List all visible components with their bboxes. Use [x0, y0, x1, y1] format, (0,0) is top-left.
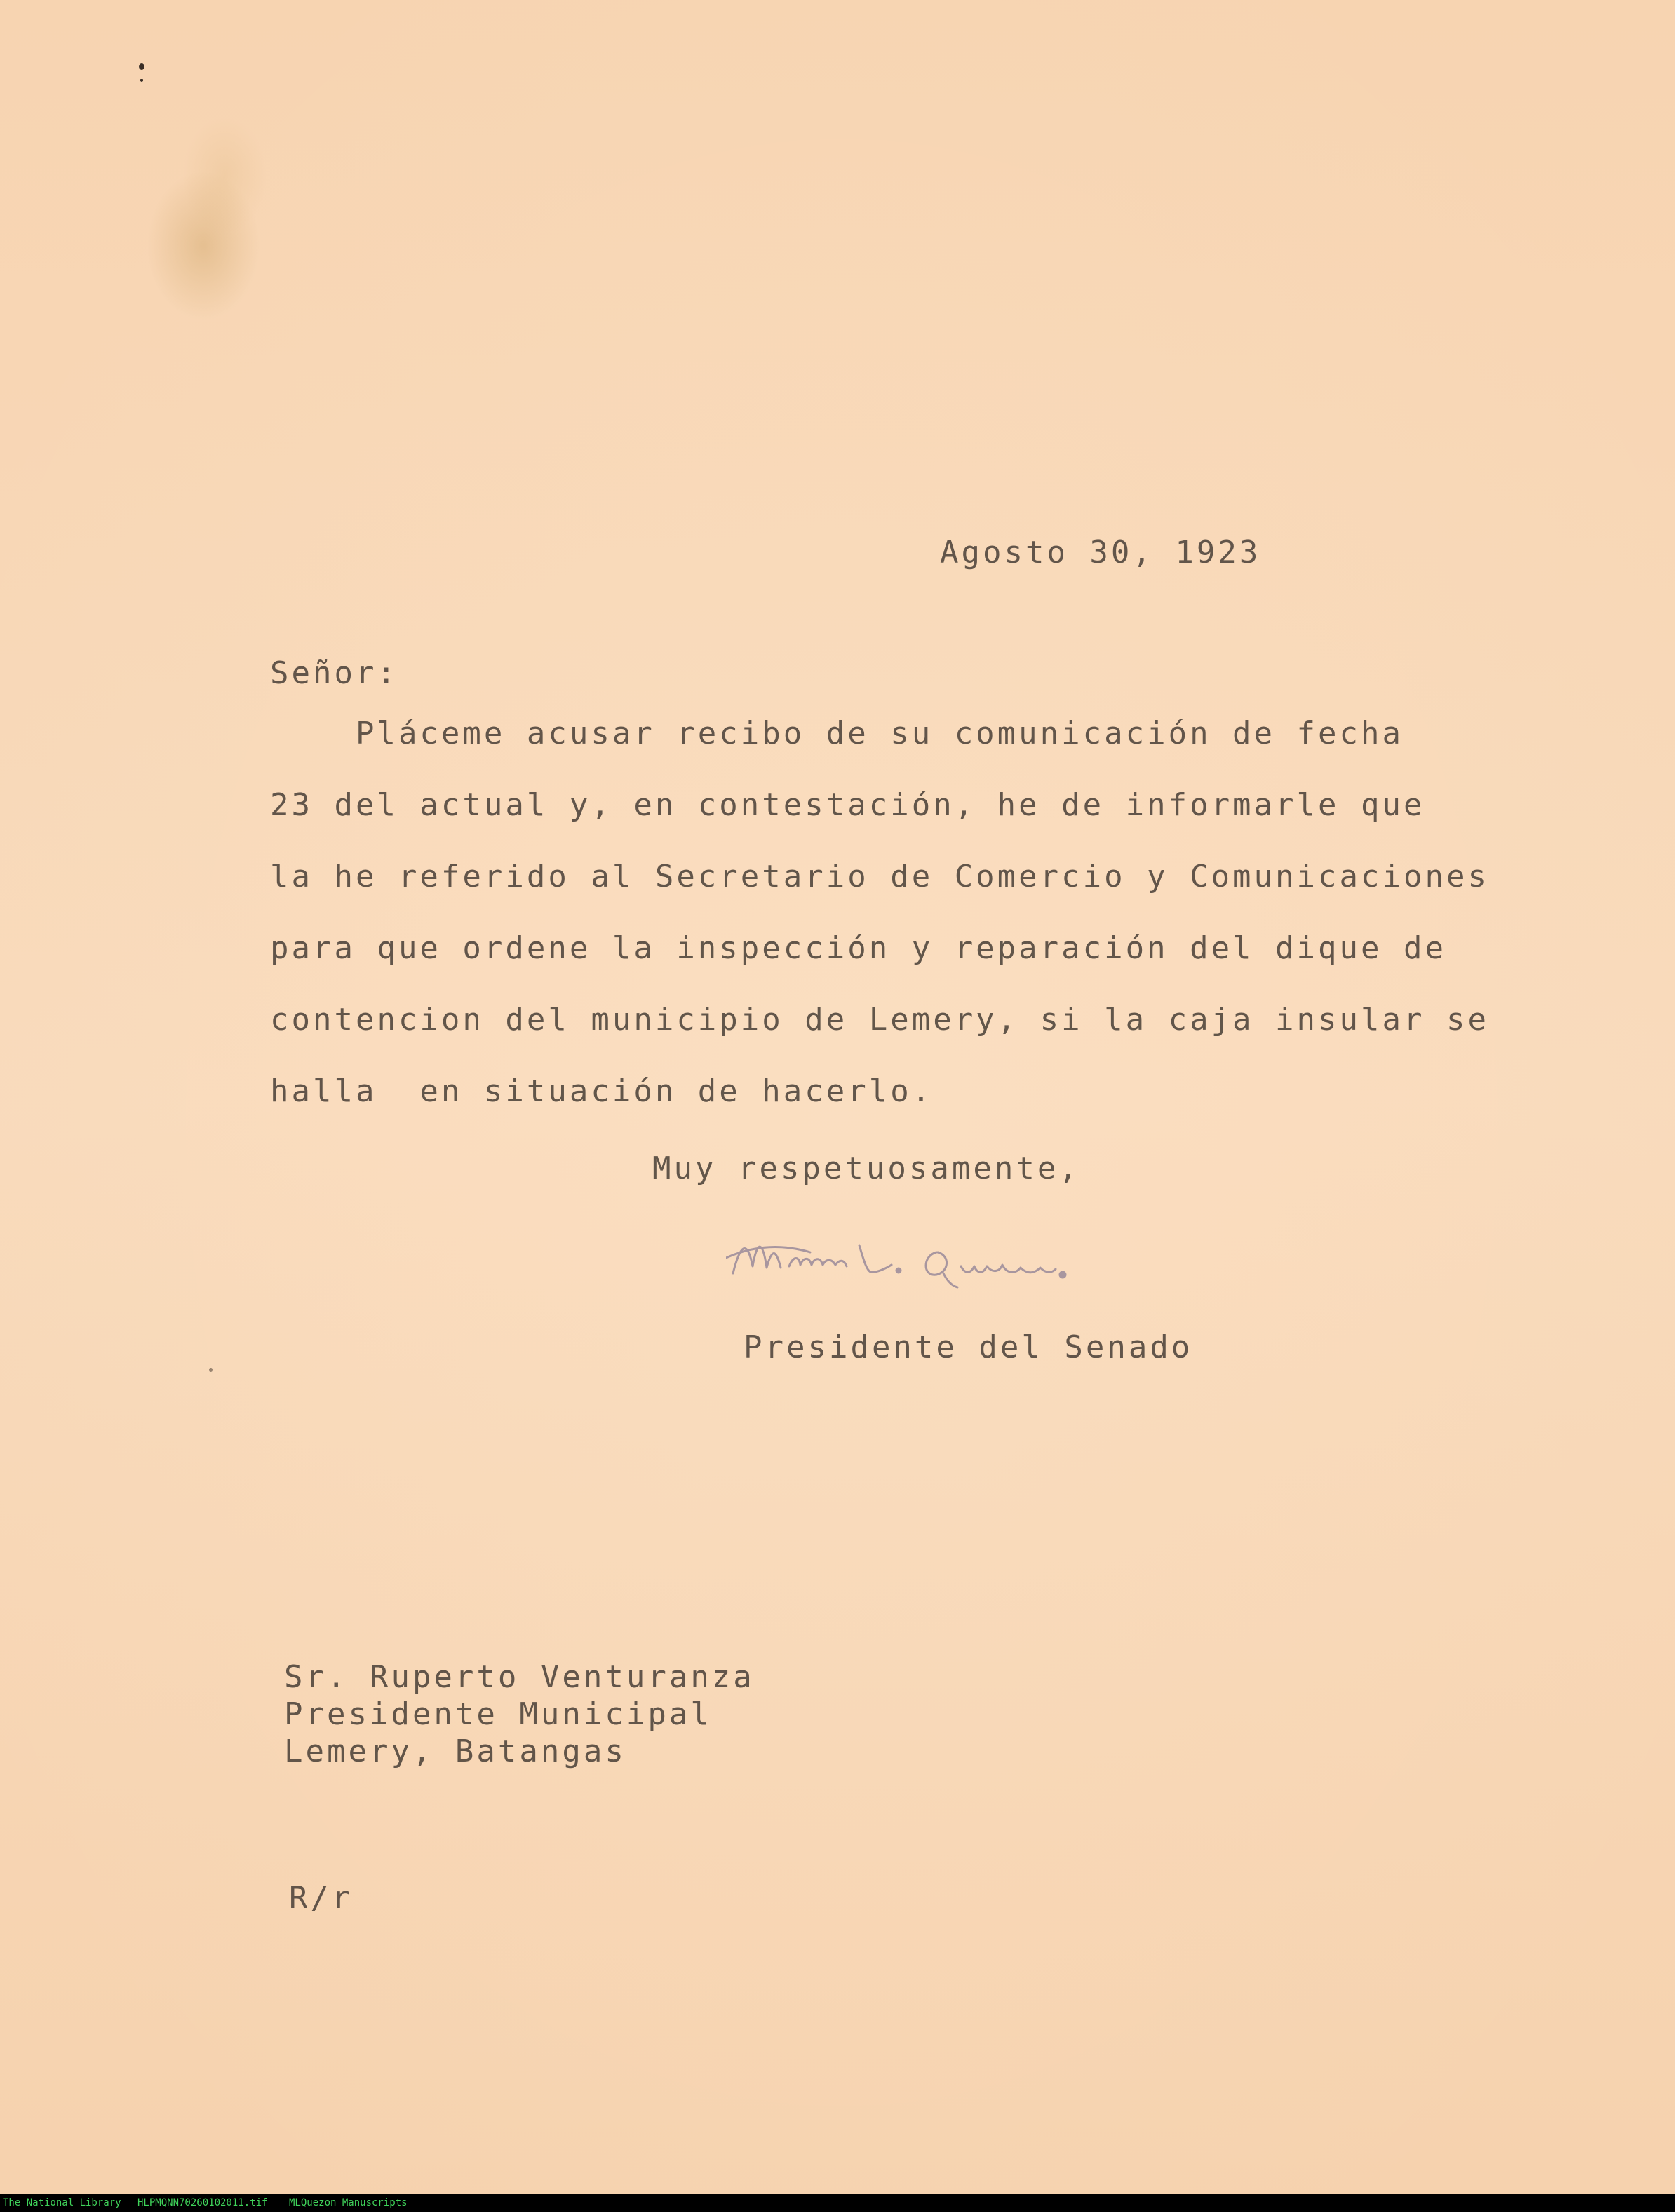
body-line: 23 del actual y, en contestación, he de informarle que: [270, 787, 1425, 823]
closing: Muy respetuosamente,: [652, 1151, 1080, 1186]
body-line: Pláceme acusar recibo de su comunicación de fecha: [270, 716, 1404, 751]
recipient-location: Lemery, Batangas: [284, 1734, 626, 1769]
typist-initials: R/r: [289, 1880, 354, 1916]
body-line: la he referido al Secretario de Comercio y Comunicaciones: [270, 859, 1489, 894]
footer-file-id: HLPMQNN70260102011.tif: [137, 2197, 268, 2208]
body-line: para que ordene la inspección y reparación del dique de: [270, 930, 1446, 966]
ink-speck: [140, 79, 143, 82]
recipient-position: Presidente Municipal: [284, 1696, 712, 1732]
archive-footer: [0, 2194, 1675, 2212]
footer-collection: MLQuezon Manuscripts: [289, 2197, 408, 2208]
salutation: Señor:: [270, 655, 398, 691]
letter-date: Agosto 30, 1923: [940, 535, 1261, 570]
recipient-name: Sr. Ruperto Venturanza: [284, 1659, 755, 1695]
ink-speck: [139, 63, 144, 70]
body-line: contencion del municipio de Lemery, si la caja insular se: [270, 1002, 1489, 1038]
body-line: halla en situación de hacerlo.: [270, 1073, 934, 1109]
signer-title: Presidente del Senado: [744, 1329, 1193, 1365]
ink-speck: [209, 1368, 213, 1372]
footer-institution: The National Library: [3, 2197, 121, 2208]
handwritten-signature: [726, 1224, 1147, 1301]
